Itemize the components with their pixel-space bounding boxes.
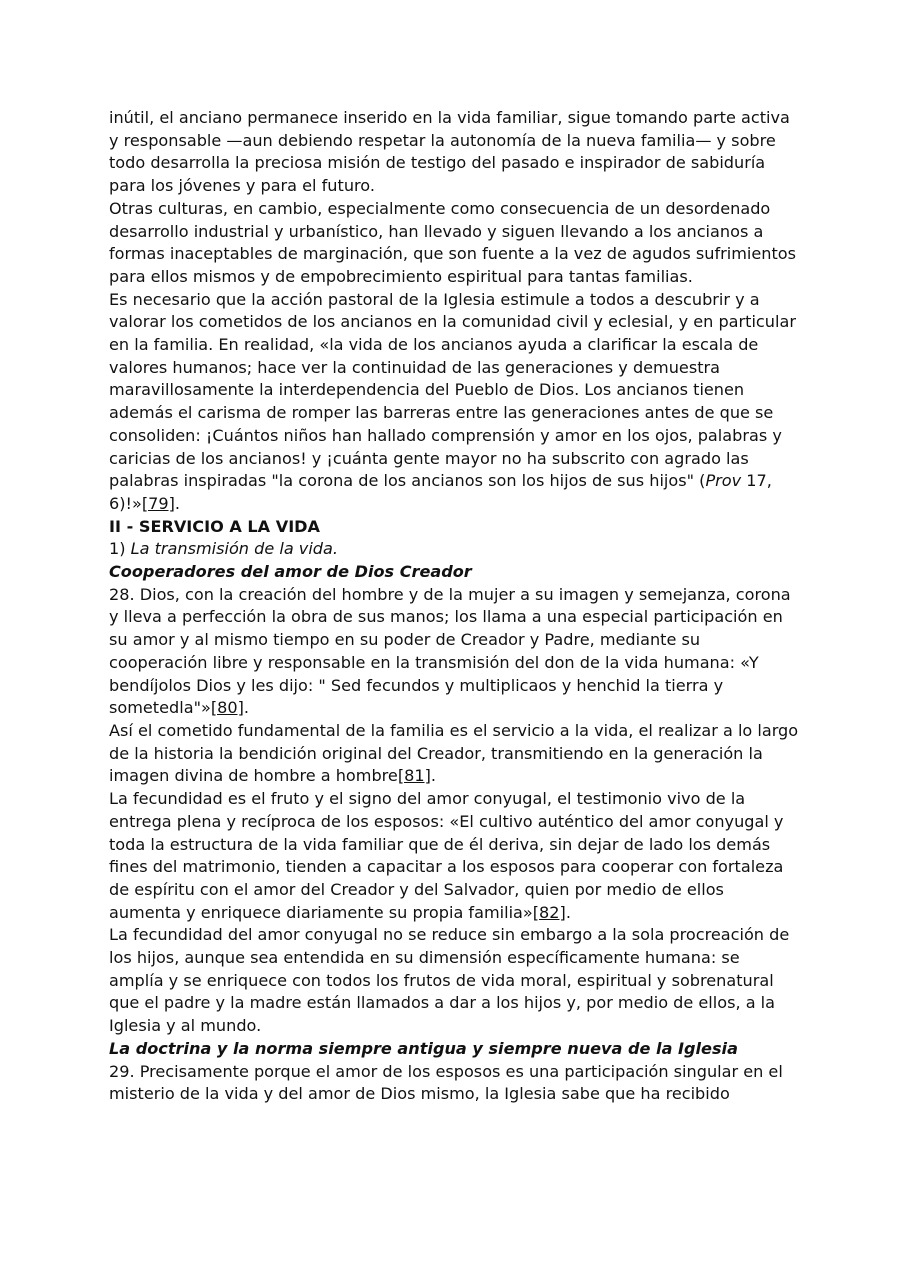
footnote-link-82[interactable]: [82]	[532, 902, 566, 922]
paragraph-fecundity: La fecundidad es el fruto y el signo del amor conyugal, el testimonio vivo de la entrega plena y recíproca de los esposos: «El cultivo auténtico del amor conyugal y toda la estructura de la vida familiar que de él deriva, sin dejar de lado los demás fines del matrimonio, tienden a capacitar a los esposos para cooperar con fortaleza de espíritu con el amor del Creador y del Salvador, quien por medio de ellos aumenta y enriquece diariamente su propia familia»[82].	[109, 789, 784, 922]
footnote-link-79[interactable]: [79]	[141, 493, 175, 513]
paragraph-service-to-life: Así el cometido fundamental de la familia es el servicio a la vida, el realizar a lo largo de la historia la bendición original del Creador, transmitiendo en la generación la imagen divina de hombre a hombre[81].	[109, 720, 799, 786]
paragraph-pastoral-action: Es necesario que la acción pastoral de la Iglesia estimule a todos a descubrir y a valorar los cometidos de los ancianos en la comunidad civil y eclesial, y en particular en la familia. En realidad, «la vida de los ancianos ayuda a clarificar la escala de valores humanos; hace ver la continuidad de las generaciones y demuestra maravillosamente la interdependencia del Pueblo de Dios. Los ancianos tienen además el carisma de romper las barreras entre las generaciones antes de que se consoliden: ¡Cuántos niños han hallado comprensión y amor en los ojos, palabras y caricias de los ancianos! y ¡cuánta gente mayor no ha subscrito con agrado las palabras inspiradas "la corona de los ancianos son los hijos de sus hijos" (Prov 17, 6)!»[79].	[109, 289, 796, 513]
paragraph-28: 28. Dios, con la creación del hombre y de la mujer a su imagen y semejanza, corona y lleva a perfección la obra de sus manos; los llama a una especial participación en su amor y al mismo tiempo en su poder de Creador y Padre, mediante su cooperación libre y responsable en la transmisión del don de la vida humana: «Y bendíjolos Dios y les dijo: " Sed fecundos y multiplicaos y henchid la tierra y sometedla"»[80].	[109, 584, 791, 718]
paragraph-other-cultures: Otras culturas, en cambio, especialmente como consecuencia de un desordenado desarrollo industrial y urbanístico, han llevado y siguen llevando a los ancianos a formas inaceptables de marginación, que son fuente a la vez de agudos sufrimientos para ellos mismos y de empobrecimiento espiritual para tantas familias.	[109, 198, 796, 286]
footnote-link-81[interactable]: [81]	[397, 766, 431, 786]
paragraph-29: 29. Precisamente porque el amor de los esposos es una participación singular en el misterio de la vida y del amor de Dios mismo, la Iglesia sabe que ha recibido	[109, 1061, 783, 1104]
paragraph-fecundity-moral: La fecundidad del amor conyugal no se reduce sin embargo a la sola procreación de los hijos, aunque sea entendida en su dimensión específicamente humana: se amplía y se enriquece con todos los frutos de vida moral, espiritual y sobrenatural que el padre y la madre están llamados a dar a los hijos y, por medio de ellos, a la Iglesia y al mundo.	[109, 925, 790, 1036]
document-page	[109, 107, 799, 1106]
heading-doctrina: La doctrina y la norma siempre antigua y siempre nueva de la Iglesia	[109, 1038, 738, 1058]
heading-cooperadores: Cooperadores del amor de Dios Creador	[109, 562, 472, 582]
paragraph-elderly-family: inútil, el anciano permanece inserido en la vida familiar, sigue tomando parte activa y responsable —aun debiendo respetar la autonomía de la nueva familia— y sobre todo desarrolla la preciosa misión de testigo del pasado e inspirador de sabiduría para los jóvenes y para el futuro.	[109, 108, 790, 196]
section-heading: II - SERVICIO A LA VIDA	[109, 516, 320, 536]
footnote-link-80[interactable]: [80]	[210, 698, 244, 718]
citation-prov: Prov	[705, 471, 742, 491]
subsection-heading: 1) La transmisión de la vida.	[109, 539, 338, 559]
